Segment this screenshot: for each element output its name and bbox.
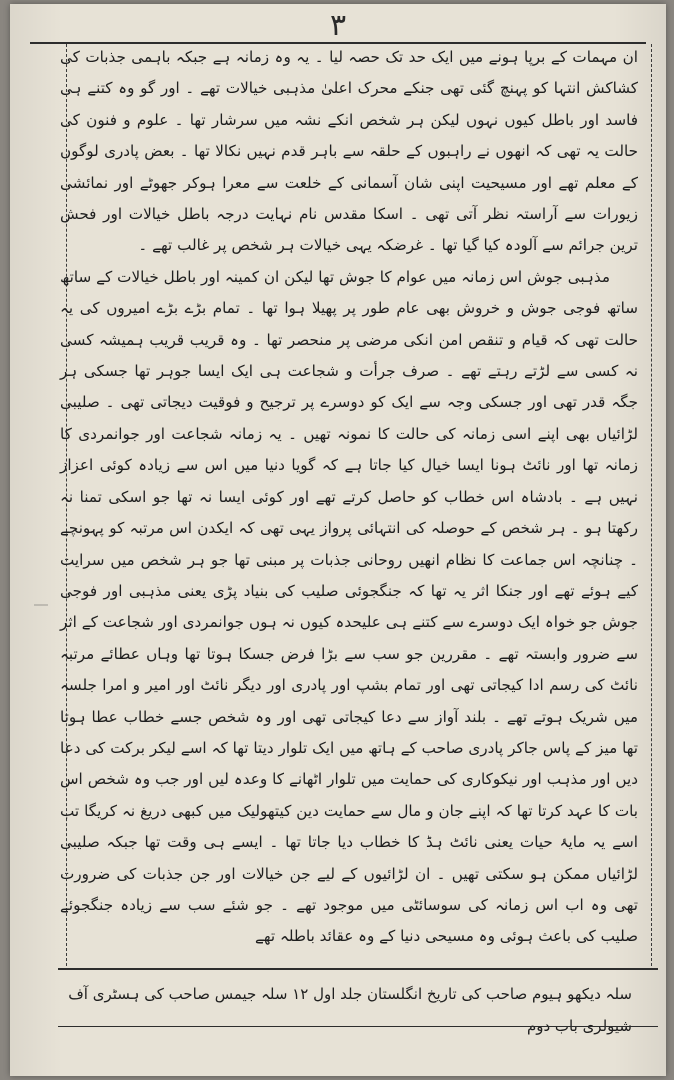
paragraph-1: ان مہمات کے برپا ہونے میں ایک حد تک حصہ لیا ۔ یہ وہ زمانہ ہے جبکہ باہمی جذبات کی کشاکش انتہا کو پہنچ گئی تھی جنکے محرک اعلیٰ مذہبی خیالات تھے ۔ اور گو وہ کتنے ہی فاسد اور باطل کیوں نہوں لیکن ہر شخص انکے نشہ میں سرشار تھا ۔ علوم و فنون کی حالت یہ تھی کہ انھوں نے راہبوں کے حلقہ سے باہر قدم نہیں نکالا تھا ۔ بعض پادری لوگوں کے معلم تھے اور مسیحیت اپنی شان آسمانی کے خلعت سے معرا ہوکر جھوٹے اور نمائشی زیورات سے آراستہ نظر آتی تھی ۔ اسکا مقدس نام نہایت درجہ باطل خیالات اور فحش ترین جرائم سے آلودہ کیا گیا تھا ۔ غرضکہ یہی خیالات ہر شخص پر غالب تھے ۔ <box>60 48 638 255</box>
body-text <box>60 42 638 953</box>
footnote-rule <box>58 968 658 970</box>
page-number: ۳ <box>329 8 347 43</box>
footnote: سلہ دیکھو ہیوم صاحب کی تاریخ انگلستان جلد اول ۱۲ سلہ جیمس صاحب کی ہسٹری آف شیولری باب دوم <box>68 985 632 1035</box>
footnote-bottom-rule <box>58 1026 658 1027</box>
margin-mark <box>34 604 48 606</box>
paragraph-2: مذہبی جوش اس زمانہ میں عوام کا جوش تھا لیکن ان کمینہ اور باطل خیالات کے ساتھ ساتھ فوجی جوش و خروش بھی عام طور پر پھیلا ہوا تھا ۔ تمام بڑے بڑے امیروں کی یہ حالت تھی کہ قیام و تنقص امن انکی مرضی پر منحصر تھا ۔ وہ قریب قریب ہمیشہ کسی نہ کسی سے لڑتے رہتے تھے ۔ صرف جرأت و شجاعت ہی ایک ایسا جوہر تھا جسکی ہر جگہ قدر تھی اور جسکی وجہ سے ایک کو دوسرے پر ترجیح و فوقیت دیجاتی تھی ۔ صلیبی لڑائیاں بھی اپنے اسی زمانہ کی حالت کا نمونہ تھیں ۔ یہ زمانہ شجاعت اور جوانمردی کا زمانہ تھا اور نائٹ ہونا ایسا خیال کیا جاتا ہے کہ گویا دنیا میں اس سے زیادہ کوئی اعزاز نہیں ہے ۔ بادشاہ اس خطاب کو حاصل کرتے تھے اور کوئی ایسا نہ تھا جو اسکی تمنا نہ رکھتا ہو ۔ ہر شخص کے حوصلہ کی انتہائی پرواز یہی تھی کہ ایکدن اس مرتبہ کو پہونچے ۔ چنانچہ اس جماعت کا نظام انھیں روحانی جذبات پر مبنی تھا جو ہر شخص میں سرایت کیے ہوئے تھے اور جنکا اثر یہ تھا کہ جنگجوئی صلیب کی بنیاد پڑی یعنی مذہبی اور فوجی جوش جو خواہ ایک دوسرے سے کتنے ہی علیحدہ کیوں نہ ہوں جوانمردی اور شجاعت کے اثر سے ضرور وابستہ تھے ۔ مقررین جو سب سے بڑا فرض جسکا ہوتا تھا وہاں عطائے مرتبہ نائٹ کی رسم ادا کیجاتی تھی اور تمام بشپ اور پادری اور دیگر نائٹ اور امیر و امرا جلسہ میں شریک ہوتے تھے ۔ بلند آواز سے دعا کیجاتی تھی اور وہ شخص جسے خطاب عطا ہوتا تھا میز کے پاس جاکر پادری صاحب کے ہاتھ میں ایک تلوار دیتا تھا کہ اسے لیکر برکت کی دعا دیں اور مذہب اور نیکوکاری کی حمایت میں تلوار اٹھانے کا وعدہ لیں اور جب وہ شخص اس بات کا عہد کرتا تھا کہ اپنے جان و مال سے حمایت دین کیتھولیک میں کبھی دریغ نہ کریگا تب اسے یہ مایۂ حیات یعنی نائٹ ہڈ کا خطاب دیا جاتا تھا ۔ ایسے ہی وقت تھا جبکہ صلیبی لڑائیاں ممکن ہو سکتی تھیں ۔ ان لڑائیوں کے لیے جن خیالات اور جن جذبات کی ضرورت تھی وہ اب اس زمانہ کی سوسائٹی میں موجود تھے ۔ جو شئے سب سے زیادہ جنگجوئے صلیب کی باعث ہوئی وہ مسیحی دنیا کے وہ عقائد باطلہ تھے <box>60 267 638 946</box>
